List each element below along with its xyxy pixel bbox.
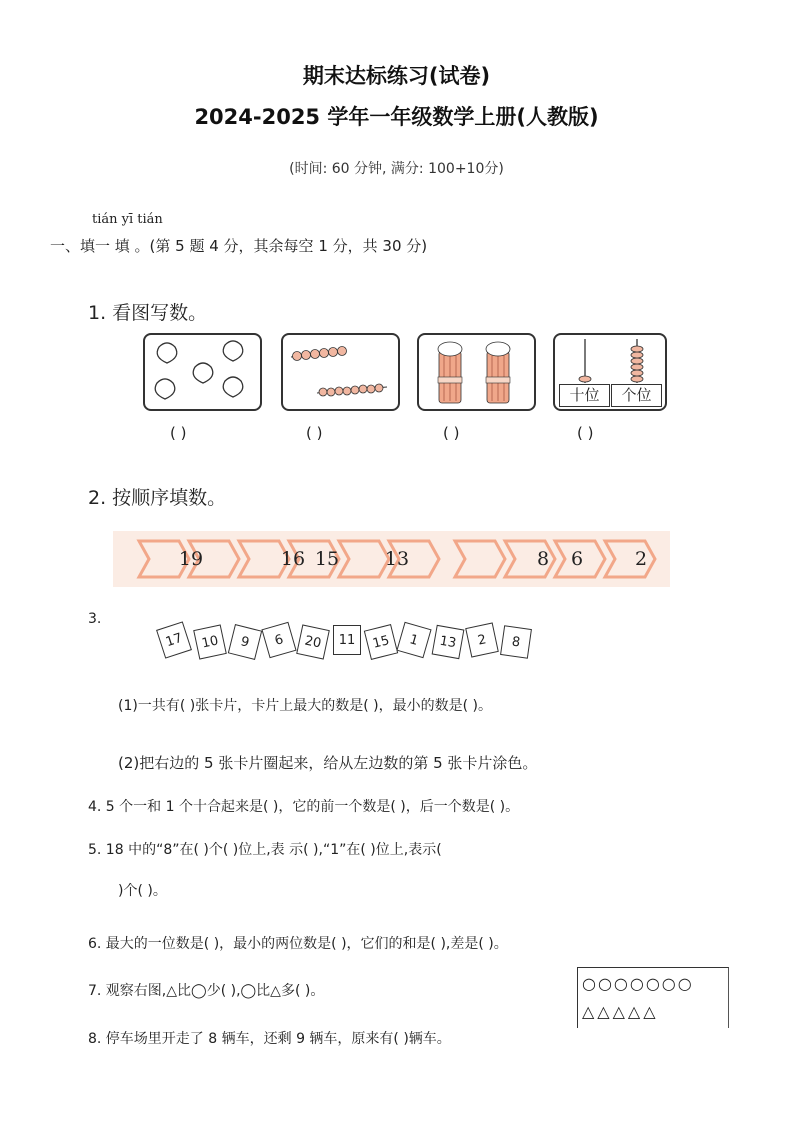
stick-bundle-icons [419, 335, 534, 409]
sequence-cell: 13 [384, 548, 410, 570]
question-8: 8. 停车场里开走了 8 辆车，还剩 9 辆车，原来有( )辆车。 [88, 1031, 451, 1047]
question-3-label: 3. [88, 611, 102, 627]
number-card[interactable]: 20 [296, 624, 330, 659]
sequence-cell: 2 [634, 548, 648, 570]
abacus-tens-label: 十位 [559, 384, 610, 407]
number-card[interactable]: 10 [193, 624, 227, 659]
sequence-cell: 6 [570, 548, 584, 570]
shapes-figure [577, 967, 729, 1028]
number-card[interactable]: 17 [156, 621, 192, 658]
number-card[interactable]: 1 [396, 622, 431, 659]
question-3-part-2: (2)把右边的 5 张卡片圈起来，给从左边数的第 5 张卡片涂色。 [118, 754, 538, 772]
peach-icons [145, 335, 260, 409]
answer-blank-2[interactable]: ( ) [306, 424, 323, 442]
pinyin-annotation: tián yī tián [92, 212, 163, 227]
number-card[interactable]: 15 [364, 624, 398, 660]
sequence-cell: 15 [314, 548, 340, 570]
question-7: 7. 观察右图,△比◯少( ),◯比△多( )。 [88, 983, 325, 999]
number-card[interactable]: 8 [500, 625, 532, 659]
bead-strings [283, 335, 398, 409]
question-5-line-1: 5. 18 中的“8”在( )个( )位上,表 示( ),“1”在( )位上,表示( [88, 842, 442, 858]
question-4: 4. 5 个一和 1 个十合起来是( )，它的前一个数是( )，后一个数是( )。 [88, 799, 520, 815]
sequence-cell: 19 [178, 548, 204, 570]
answer-blank-3[interactable]: ( ) [443, 424, 460, 442]
beads-picture [281, 333, 400, 411]
number-card[interactable]: 9 [228, 624, 262, 660]
number-card[interactable]: 2 [465, 622, 499, 657]
exam-subtitle-year: 2024-2025 学年一年级数学上册(人教版) [194, 105, 599, 129]
stick-bundles-picture [417, 333, 536, 411]
number-card[interactable]: 6 [261, 622, 296, 659]
answer-blank-4[interactable]: ( ) [577, 424, 594, 442]
question-3-part-1: (1)一共有( )张卡片，卡片上最大的数是( )，最小的数是( )。 [118, 698, 492, 714]
circles-row: ○○○○○○○ [582, 974, 694, 993]
question-6: 6. 最大的一位数是( )，最小的两位数是( )，它们的和是( ),差是( )。 [88, 936, 508, 952]
question-2-label: 2. 按顺序填数。 [88, 487, 227, 509]
answer-blank-1[interactable]: ( ) [170, 424, 187, 442]
number-sequence-strip [113, 531, 670, 587]
abacus-ones-label: 个位 [611, 384, 662, 407]
question-1-label: 1. 看图写数。 [88, 302, 208, 324]
number-card[interactable]: 13 [432, 625, 465, 659]
exam-title: 期末达标练习(试卷) [302, 64, 491, 88]
section-heading: 一、填一 填 。(第 5 题 4 分，其余每空 1 分，共 30 分) [50, 237, 428, 255]
sequence-cell: 8 [536, 548, 550, 570]
sequence-cell: 16 [280, 548, 306, 570]
question-5-line-2: )个( )。 [118, 883, 167, 899]
abacus-picture [553, 333, 667, 411]
time-and-score: (时间: 60 分钟, 满分: 100+10分) [289, 161, 504, 177]
triangles-row: △△△△△ [582, 1002, 659, 1021]
peaches-picture [143, 333, 262, 411]
number-card[interactable]: 11 [333, 625, 361, 655]
